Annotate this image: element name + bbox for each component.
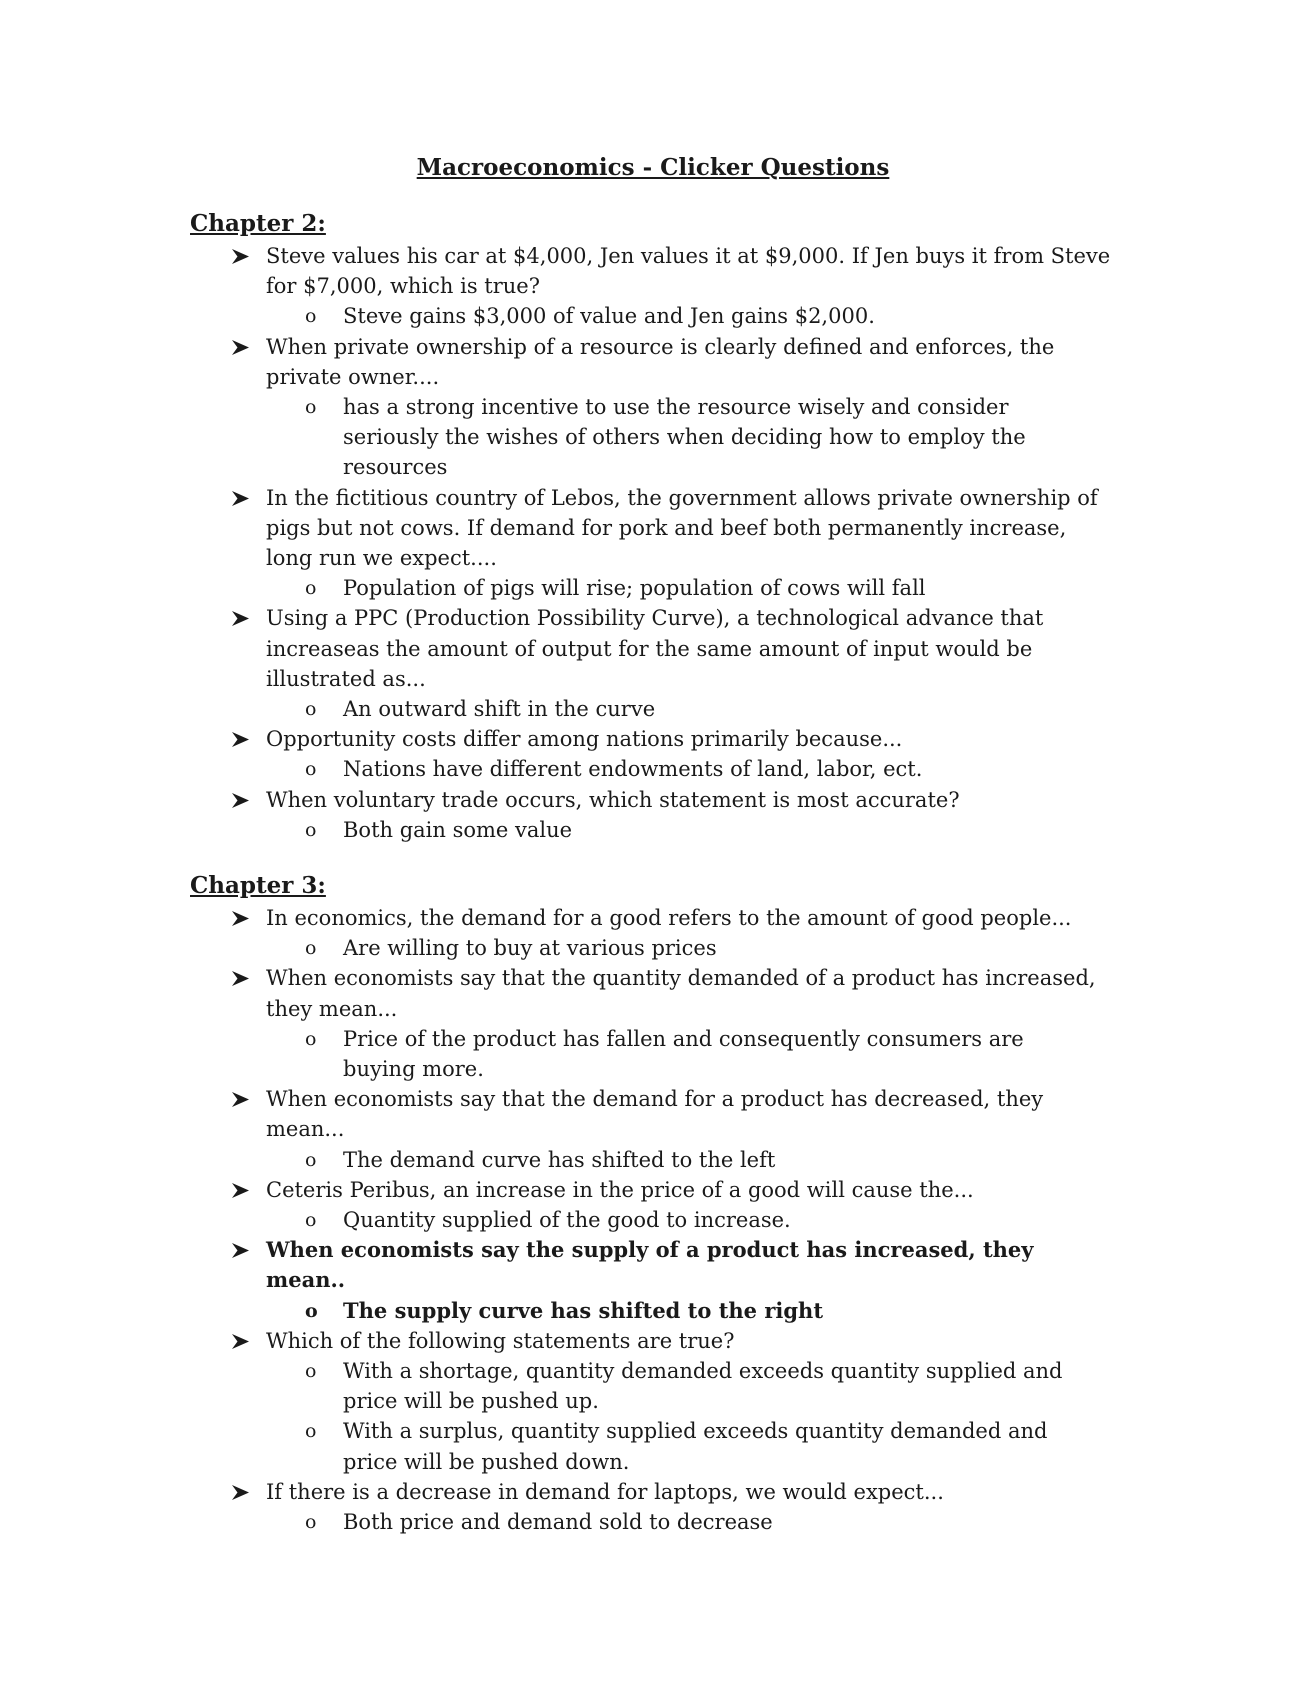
question-list: [0, 241, 1306, 845]
circle-bullet-icon: o: [305, 1148, 317, 1171]
answer-text: With a surplus, quantity supplied exceeds quantity demanded and price will be pushed down.: [343, 1419, 1048, 1474]
circle-bullet-icon: o: [305, 1027, 317, 1050]
answer-item: [266, 1205, 1116, 1235]
arrow-bullet-icon: [232, 483, 250, 513]
question-item: [0, 603, 1306, 724]
answer-text: Both price and demand sold to decrease: [343, 1510, 773, 1535]
circle-bullet-icon: o: [305, 1209, 317, 1232]
circle-bullet-icon: o: [305, 577, 317, 600]
answer-list: [266, 815, 1116, 845]
question-text: Opportunity costs differ among nations primarily because...: [266, 727, 903, 752]
answer-item: [266, 754, 1116, 784]
arrow-bullet-icon: [232, 724, 250, 754]
answer-item: [266, 933, 1116, 963]
circle-bullet-icon: o: [305, 1360, 317, 1383]
circle-bullet-icon: o: [305, 396, 317, 419]
arrow-bullet-icon: [232, 332, 250, 362]
answer-list: [266, 1296, 1116, 1326]
answer-text: The supply curve has shifted to the right: [343, 1297, 824, 1323]
question-item: [0, 903, 1306, 963]
answer-item: [266, 392, 1116, 483]
answer-item: [266, 1416, 1116, 1476]
answer-text: Are willing to buy at various prices: [343, 936, 717, 961]
answer-list: [266, 301, 1116, 331]
circle-bullet-icon: o: [305, 1299, 318, 1322]
arrow-bullet-icon: [232, 963, 250, 993]
answer-list: [266, 754, 1116, 784]
arrow-bullet-icon: [232, 1084, 250, 1114]
question-item: [0, 785, 1306, 845]
question-text: When economists say the supply of a product has increased, they mean..: [266, 1237, 1034, 1293]
answer-list: [266, 933, 1116, 963]
question-text: When voluntary trade occurs, which statement is most accurate?: [266, 787, 960, 812]
answer-list: [266, 1507, 1116, 1537]
question-list: [0, 903, 1306, 1537]
arrow-bullet-icon: [232, 903, 250, 933]
answer-text: Both gain some value: [343, 817, 573, 842]
chapter-heading: Chapter 3:: [190, 872, 326, 899]
answer-item: [266, 1507, 1116, 1537]
question-text: Which of the following statements are true?: [266, 1328, 735, 1353]
answer-item: [266, 1356, 1116, 1416]
answer-item: [266, 1296, 1116, 1326]
answer-text: Price of the product has fallen and consequently consumers are buying more.: [343, 1026, 1024, 1082]
circle-bullet-icon: o: [305, 305, 317, 328]
question-item: [0, 332, 1306, 483]
answer-list: [266, 1024, 1116, 1084]
arrow-bullet-icon: [232, 1235, 250, 1265]
answer-list: [266, 694, 1116, 724]
arrow-bullet-icon: [232, 1477, 250, 1507]
answer-text: An outward shift in the curve: [343, 697, 656, 722]
answer-item: [266, 573, 1116, 603]
arrow-bullet-icon: [232, 1326, 250, 1356]
answer-text: With a shortage, quantity demanded exceeds quantity supplied and price will be pushed up.: [343, 1359, 1063, 1414]
answer-list: [266, 1145, 1116, 1175]
answer-text: Steve gains $3,000 of value and Jen gains $2,000.: [343, 304, 875, 329]
circle-bullet-icon: o: [305, 758, 317, 781]
answer-list: [266, 1205, 1116, 1235]
question-item: [0, 483, 1306, 604]
answer-text: The demand curve has shifted to the left: [343, 1147, 776, 1172]
question-item: [0, 724, 1306, 784]
document-title: Macroeconomics - Clicker Questions: [416, 154, 890, 181]
answer-text: Nations have different endowments of land, labor, ect.: [343, 757, 923, 782]
chapter-heading: Chapter 2:: [190, 210, 326, 237]
circle-bullet-icon: o: [305, 1420, 317, 1443]
question-item: [0, 1477, 1306, 1537]
question-item: [0, 241, 1306, 332]
answer-item: [266, 301, 1116, 331]
question-item: [0, 963, 1306, 1084]
answer-item: [266, 1145, 1116, 1175]
answer-list: [266, 1356, 1116, 1477]
question-item: [0, 1235, 1306, 1326]
circle-bullet-icon: o: [305, 937, 317, 960]
question-item: [0, 1084, 1306, 1175]
answer-item: [266, 694, 1116, 724]
question-item: [0, 1175, 1306, 1235]
arrow-bullet-icon: [232, 1175, 250, 1205]
question-text: When economists say that the quantity demanded of a product has increased, they mean...: [266, 966, 1096, 1021]
arrow-bullet-icon: [232, 603, 250, 633]
answer-list: [266, 392, 1116, 483]
question-text: In economics, the demand for a good refers to the amount of good people...: [266, 906, 1072, 930]
question-text: In the fictitious country of Lebos, the government allows private ownership of pigs but not cows. If demand for pork and beef both permanently increase, long run we expect....: [266, 485, 1098, 571]
answer-text: Population of pigs will rise; population of cows will fall: [343, 576, 926, 601]
answer-item: [266, 1024, 1116, 1084]
circle-bullet-icon: o: [305, 1511, 317, 1534]
question-text: When private ownership of a resource is clearly defined and enforces, the private owner....: [266, 334, 1055, 389]
answer-text: has a strong incentive to use the resource wisely and consider seriously the wishes of others when deciding how to employ the resources: [343, 395, 1026, 480]
answer-list: [266, 573, 1116, 603]
arrow-bullet-icon: [232, 785, 250, 815]
question-text: Using a PPC (Production Possibility Curve), a technological advance that increaseas the amount of output for the same amount of input would be illustrated as...: [266, 606, 1044, 691]
arrow-bullet-icon: [232, 241, 250, 271]
question-text: When economists say that the demand for a product has decreased, they mean...: [266, 1087, 1044, 1142]
question-text: Ceteris Peribus, an increase in the price of a good will cause the...: [266, 1177, 974, 1202]
question-text: Steve values his car at $4,000, Jen values it at $9,000. If Jen buys it from Steve for $7,000, which is true?: [266, 244, 1111, 299]
question-text: If there is a decrease in demand for laptops, we would expect...: [266, 1479, 944, 1504]
circle-bullet-icon: o: [305, 698, 317, 721]
answer-text: Quantity supplied of the good to increase.: [343, 1208, 791, 1233]
circle-bullet-icon: o: [305, 818, 317, 841]
question-item: [0, 1326, 1306, 1477]
answer-item: [266, 815, 1116, 845]
